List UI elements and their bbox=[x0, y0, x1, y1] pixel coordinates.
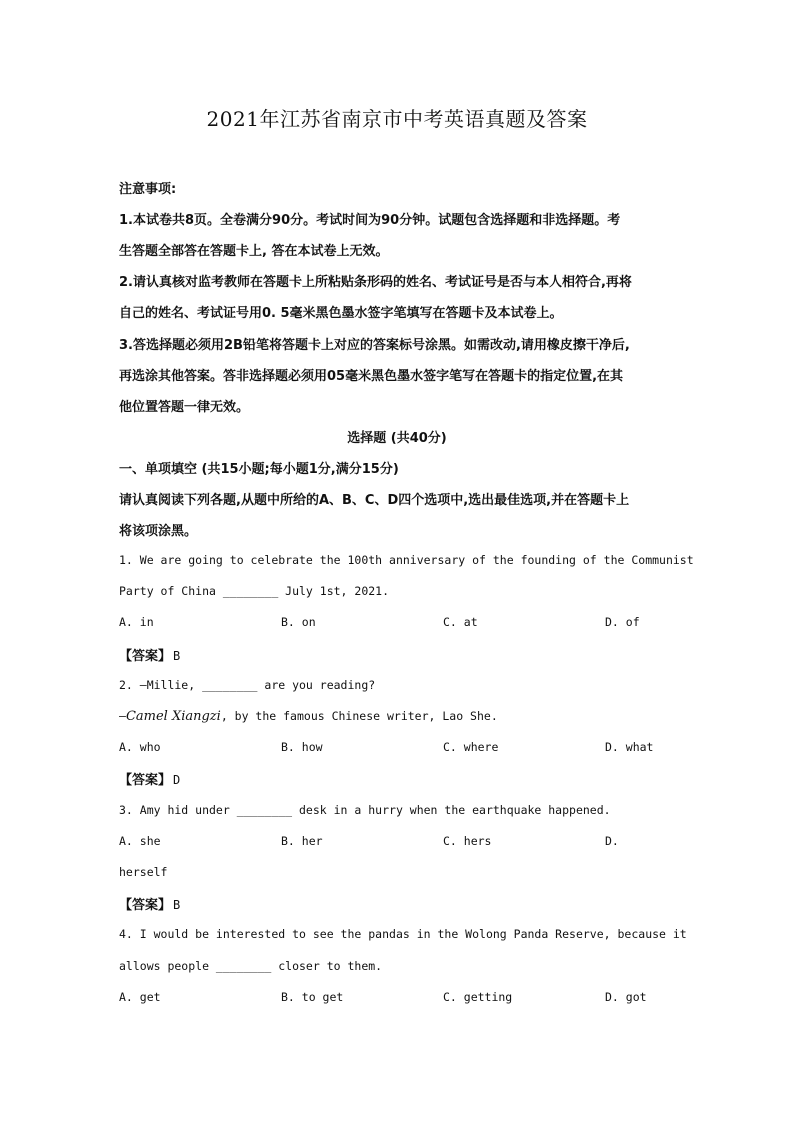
q1-answer bbox=[119, 645, 180, 664]
q4-option-a: A. get bbox=[119, 990, 161, 1004]
question-4-stem-cont: allows people ________ closer to them. bbox=[119, 959, 383, 973]
instruction-line: 请认真阅读下列各题,从题中所给的A、B、C、D四个选项中,选出最佳选项,并在答题卡上 bbox=[119, 493, 630, 508]
instruction-line: 将该项涂黑。 bbox=[119, 524, 198, 539]
q1-option-c: C. at bbox=[443, 615, 478, 629]
q3-answer bbox=[119, 894, 180, 913]
page-title: 2021年江苏省南京市中考英语真题及答案 bbox=[206, 107, 588, 131]
section-title: 选择题 (共40分) bbox=[347, 431, 447, 446]
q4-option-c: C. getting bbox=[443, 990, 513, 1004]
q2-option-c: C. where bbox=[443, 740, 499, 754]
question-2-stem-cont bbox=[119, 709, 498, 724]
q2-answer bbox=[119, 769, 180, 788]
q2-option-a: A. who bbox=[119, 740, 161, 754]
q2-option-b: B. how bbox=[281, 740, 323, 754]
question-3-stem: 3. Amy hid under ________ desk in a hurry when the earthquake happened. bbox=[119, 803, 611, 817]
question-1-stem-cont: Party of China ________ July 1st, 2021. bbox=[119, 584, 390, 598]
q1-option-a: A. in bbox=[119, 615, 154, 629]
notice-line: 再选涂其他答案。答非选择题必须用05毫米黑色墨水签字笔写在答题卡的指定位置,在其 bbox=[119, 369, 624, 384]
q1-option-d: D. of bbox=[605, 615, 640, 629]
notice-line: 自己的姓名、考试证号用0. 5毫米黑色墨水签字笔填写在答题卡及本试卷上。 bbox=[119, 306, 563, 321]
notice-line: 他位置答题一律无效。 bbox=[119, 400, 250, 415]
q4-option-d: D. got bbox=[605, 990, 647, 1004]
q3-option-d-text: herself bbox=[119, 865, 168, 879]
q3-option-a: A. she bbox=[119, 834, 161, 848]
answer-label: 【答案】 bbox=[119, 773, 172, 788]
answer-label: 【答案】 bbox=[119, 649, 172, 664]
question-1-stem: 1. We are going to celebrate the 100th anniversary of the founding of the Communist bbox=[119, 553, 694, 567]
dash: — bbox=[119, 709, 126, 723]
answer-value: B bbox=[173, 649, 181, 663]
q3-option-d: D. bbox=[605, 834, 619, 848]
answer-value: B bbox=[173, 898, 181, 912]
q4-option-b: B. to get bbox=[281, 990, 344, 1004]
notice-line: 3.答选择题必须用2B铅笔将答题卡上对应的答案标号涂黑。如需改动,请用橡皮擦干净后, bbox=[119, 338, 630, 353]
answer-label: 【答案】 bbox=[119, 898, 172, 913]
book-title: Camel Xiangzi bbox=[125, 709, 221, 724]
notice-line: 1.本试卷共8页。全卷满分90分。考试时间为90分钟。试题包含选择题和非选择题。考 bbox=[119, 213, 621, 228]
stem-rest: , by the famous Chinese writer, Lao She. bbox=[220, 709, 498, 723]
question-2-stem: 2. —Millie, ________ are you reading? bbox=[119, 678, 376, 692]
part-heading: 一、单项填空 (共15小题;每小题1分,满分15分) bbox=[119, 462, 399, 477]
q2-option-d: D. what bbox=[605, 740, 654, 754]
notice-line: 2.请认真核对监考教师在答题卡上所粘贴条形码的姓名、考试证号是否与本人相符合,再将 bbox=[119, 275, 632, 290]
notice-heading: 注意事项: bbox=[119, 182, 177, 197]
answer-value: D bbox=[173, 773, 181, 787]
q1-option-b: B. on bbox=[281, 615, 316, 629]
question-4-stem: 4. I would be interested to see the pandas in the Wolong Panda Reserve, because it bbox=[119, 927, 687, 941]
q3-option-b: B. her bbox=[281, 834, 323, 848]
notice-line: 生答题全部答在答题卡上, 答在本试卷上无效。 bbox=[119, 244, 389, 259]
q3-option-c: C. hers bbox=[443, 834, 492, 848]
